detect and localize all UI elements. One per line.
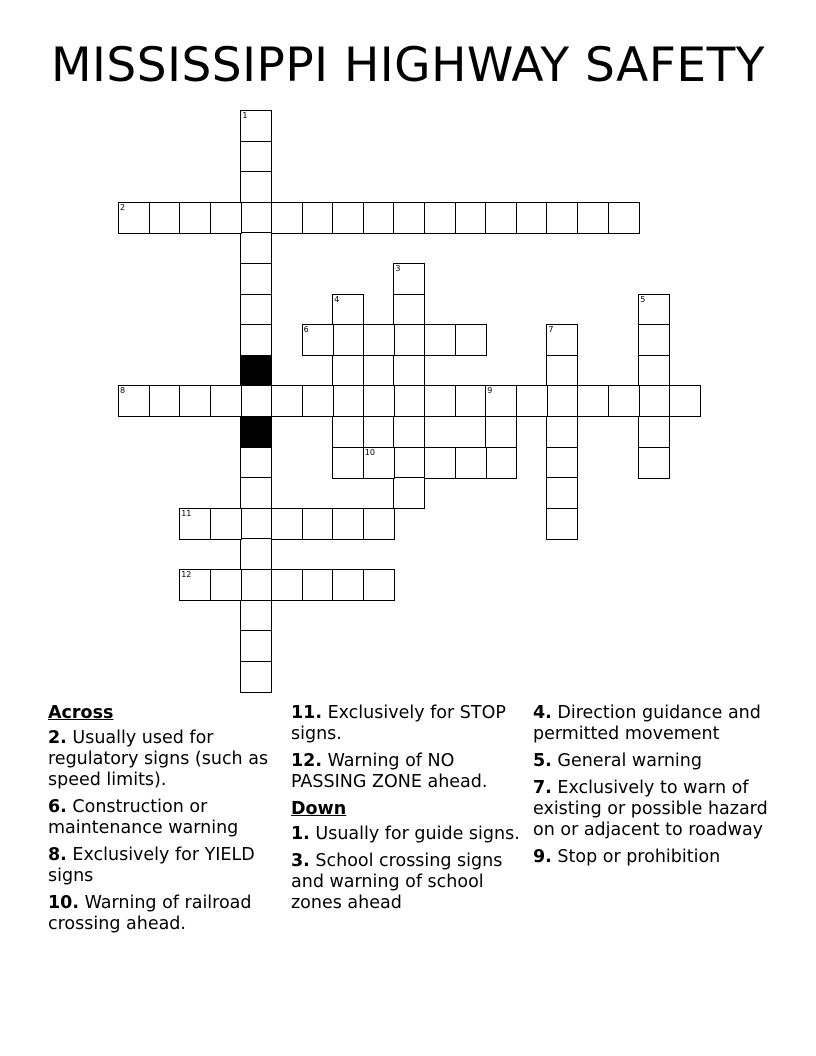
grid-cell[interactable] xyxy=(332,416,364,448)
grid-cell[interactable] xyxy=(424,447,456,479)
clue-text: Exclusively for STOP signs. xyxy=(291,703,506,744)
clue-number: 1. xyxy=(291,824,310,844)
grid-cell[interactable] xyxy=(669,385,701,417)
clue-text: Construction or maintenance warning xyxy=(48,797,239,838)
grid-cell[interactable] xyxy=(240,202,272,234)
grid-cell[interactable] xyxy=(179,202,211,234)
grid-cell[interactable] xyxy=(149,385,181,417)
clue-down-4 xyxy=(533,703,775,745)
grid-cell[interactable] xyxy=(546,202,578,234)
grid-cell[interactable] xyxy=(485,385,517,417)
clue-number: 2. xyxy=(48,728,67,748)
clue-text: Stop or prohibition xyxy=(551,847,721,867)
grid-cell[interactable] xyxy=(393,294,425,326)
clue-text: Exclusively to warn of existing or possible hazard on or adjacent to roadway xyxy=(533,778,768,840)
grid-cell[interactable] xyxy=(638,416,670,448)
clue-across-11 xyxy=(291,703,533,745)
grid-cell[interactable] xyxy=(240,141,272,173)
grid-cell[interactable] xyxy=(485,416,517,448)
clue-text: Usually used for regulatory signs (such as speed limits). xyxy=(48,728,269,790)
cell-number: 12 xyxy=(181,570,192,579)
grid-cell[interactable] xyxy=(210,569,242,601)
grid-cell[interactable] xyxy=(485,447,517,479)
clue-text: School crossing signs and warning of school zones ahead xyxy=(291,851,503,913)
grid-cell[interactable] xyxy=(240,294,272,326)
cell-number: 9 xyxy=(487,386,493,396)
grid-cell[interactable] xyxy=(240,447,272,479)
clue-text: Warning of railroad crossing ahead. xyxy=(48,893,252,934)
grid-cell[interactable] xyxy=(393,477,425,509)
grid-cell[interactable] xyxy=(118,202,150,234)
grid-cell[interactable] xyxy=(240,171,272,203)
clue-text: Usually for guide signs. xyxy=(309,824,520,844)
grid-cell[interactable] xyxy=(240,324,272,356)
grid-cell[interactable] xyxy=(302,569,334,601)
grid-cell[interactable] xyxy=(210,202,242,234)
down-heading: Down xyxy=(291,799,347,819)
grid-cell[interactable] xyxy=(393,202,425,234)
grid-cell[interactable] xyxy=(302,385,334,417)
black-cell xyxy=(240,416,272,448)
grid-cell[interactable] xyxy=(149,202,181,234)
grid-cell[interactable] xyxy=(363,385,395,417)
cell-number: 4 xyxy=(334,294,340,304)
grid-cell[interactable] xyxy=(179,569,211,601)
clue-number: 6. xyxy=(48,797,67,817)
clue-across-10 xyxy=(48,893,290,935)
grid-cell[interactable] xyxy=(424,324,456,356)
grid-cell[interactable] xyxy=(577,385,609,417)
grid-cell[interactable] xyxy=(546,355,578,387)
clue-number: 3. xyxy=(291,851,310,871)
cell-number: 6 xyxy=(303,325,309,335)
grid-cell[interactable] xyxy=(179,385,211,417)
grid-cell[interactable] xyxy=(271,385,303,417)
clue-down-3 xyxy=(291,851,533,914)
clue-text: Warning of NO PASSING ZONE ahead. xyxy=(291,751,488,792)
grid-cell[interactable] xyxy=(546,477,578,509)
grid-cell[interactable] xyxy=(455,324,487,356)
clue-across-2 xyxy=(48,728,290,791)
grid-cell[interactable] xyxy=(516,385,548,417)
clue-down-1 xyxy=(291,824,533,845)
clue-text: Exclusively for YIELD signs xyxy=(48,845,255,886)
grid-cell[interactable] xyxy=(332,385,364,417)
grid-cell[interactable] xyxy=(240,232,272,264)
grid-cell[interactable] xyxy=(393,447,425,479)
clue-across-12 xyxy=(291,751,533,793)
cell-number: 10 xyxy=(364,447,375,457)
clue-column-2 xyxy=(291,703,533,920)
across-heading: Across xyxy=(48,703,114,723)
grid-cell[interactable] xyxy=(608,202,640,234)
clue-down-5 xyxy=(533,751,775,772)
grid-cell[interactable] xyxy=(332,508,364,540)
clue-text: Direction guidance and permitted movement xyxy=(533,703,761,744)
grid-cell[interactable] xyxy=(240,385,272,417)
grid-cell[interactable] xyxy=(179,508,211,540)
clue-number: 10. xyxy=(48,893,80,913)
grid-cell[interactable] xyxy=(240,600,272,632)
clue-column-1 xyxy=(48,703,290,941)
grid-cell[interactable] xyxy=(240,477,272,509)
cell-number: 7 xyxy=(548,325,554,335)
grid-cell[interactable] xyxy=(608,385,640,417)
grid-cell[interactable] xyxy=(118,385,150,417)
grid-cell[interactable] xyxy=(332,447,364,479)
grid-cell[interactable] xyxy=(485,202,517,234)
grid-cell[interactable] xyxy=(546,447,578,479)
grid-cell[interactable] xyxy=(302,324,334,356)
grid-cell[interactable] xyxy=(393,324,425,356)
grid-cell[interactable] xyxy=(332,569,364,601)
clue-across-6 xyxy=(48,797,290,839)
grid-cell[interactable] xyxy=(393,263,425,295)
grid-cell[interactable] xyxy=(332,294,364,326)
grid-cell[interactable] xyxy=(546,508,578,540)
cell-number: 1 xyxy=(242,111,248,120)
grid-cell[interactable] xyxy=(393,416,425,448)
grid-cell[interactable] xyxy=(546,416,578,448)
grid-cell[interactable] xyxy=(302,202,334,234)
grid-cell[interactable] xyxy=(424,202,456,234)
clue-number: 8. xyxy=(48,845,67,865)
clue-number: 12. xyxy=(291,751,323,771)
grid-cell[interactable] xyxy=(546,385,578,417)
grid-cell[interactable] xyxy=(638,447,670,479)
grid-cell[interactable] xyxy=(363,508,395,540)
clue-number: 7. xyxy=(533,778,552,798)
grid-cell[interactable] xyxy=(393,385,425,417)
grid-cell[interactable] xyxy=(240,110,272,142)
grid-cell[interactable] xyxy=(546,324,578,356)
grid-cell[interactable] xyxy=(210,508,242,540)
grid-cell[interactable] xyxy=(271,569,303,601)
grid-cell[interactable] xyxy=(240,630,272,662)
grid-cell[interactable] xyxy=(638,355,670,387)
grid-cell[interactable] xyxy=(240,538,272,570)
grid-cell[interactable] xyxy=(332,202,364,234)
grid-cell[interactable] xyxy=(363,202,395,234)
grid-cell[interactable] xyxy=(271,202,303,234)
cell-number: 3 xyxy=(395,264,401,273)
clue-number: 4. xyxy=(533,703,552,723)
clue-down-9 xyxy=(533,847,775,868)
grid-cell[interactable] xyxy=(240,661,272,693)
clue-number: 9. xyxy=(533,847,552,867)
clue-text: General warning xyxy=(551,751,702,771)
grid-cell[interactable] xyxy=(455,447,487,479)
puzzle-title: MISSISSIPPI HIGHWAY SAFETY xyxy=(51,38,765,93)
grid-cell[interactable] xyxy=(577,202,609,234)
grid-cell[interactable] xyxy=(240,569,272,601)
cell-number: 5 xyxy=(640,294,646,304)
cell-number: 8 xyxy=(120,386,126,396)
grid-cell[interactable] xyxy=(638,385,670,417)
grid-cell[interactable] xyxy=(424,385,456,417)
grid-cell[interactable] xyxy=(332,324,364,356)
clue-column-3 xyxy=(533,703,775,874)
grid-cell[interactable] xyxy=(638,294,670,326)
grid-cell[interactable] xyxy=(363,447,395,479)
black-cell xyxy=(240,355,272,387)
grid-cell[interactable] xyxy=(271,508,303,540)
grid-cell[interactable] xyxy=(363,324,395,356)
grid-cell[interactable] xyxy=(516,202,548,234)
grid-cell[interactable] xyxy=(363,569,395,601)
grid-cell[interactable] xyxy=(302,508,334,540)
grid-cell[interactable] xyxy=(455,385,487,417)
grid-cell[interactable] xyxy=(455,202,487,234)
clue-number: 5. xyxy=(533,751,552,771)
grid-cell[interactable] xyxy=(332,355,364,387)
cell-number: 2 xyxy=(120,202,126,212)
grid-cell[interactable] xyxy=(393,355,425,387)
grid-cell[interactable] xyxy=(240,508,272,540)
clue-across-8 xyxy=(48,845,290,887)
clue-down-7 xyxy=(533,778,775,841)
grid-cell[interactable] xyxy=(210,385,242,417)
grid-cell[interactable] xyxy=(240,263,272,295)
cell-number: 11 xyxy=(181,508,192,518)
grid-cell[interactable] xyxy=(638,324,670,356)
clue-number: 11. xyxy=(291,703,323,723)
